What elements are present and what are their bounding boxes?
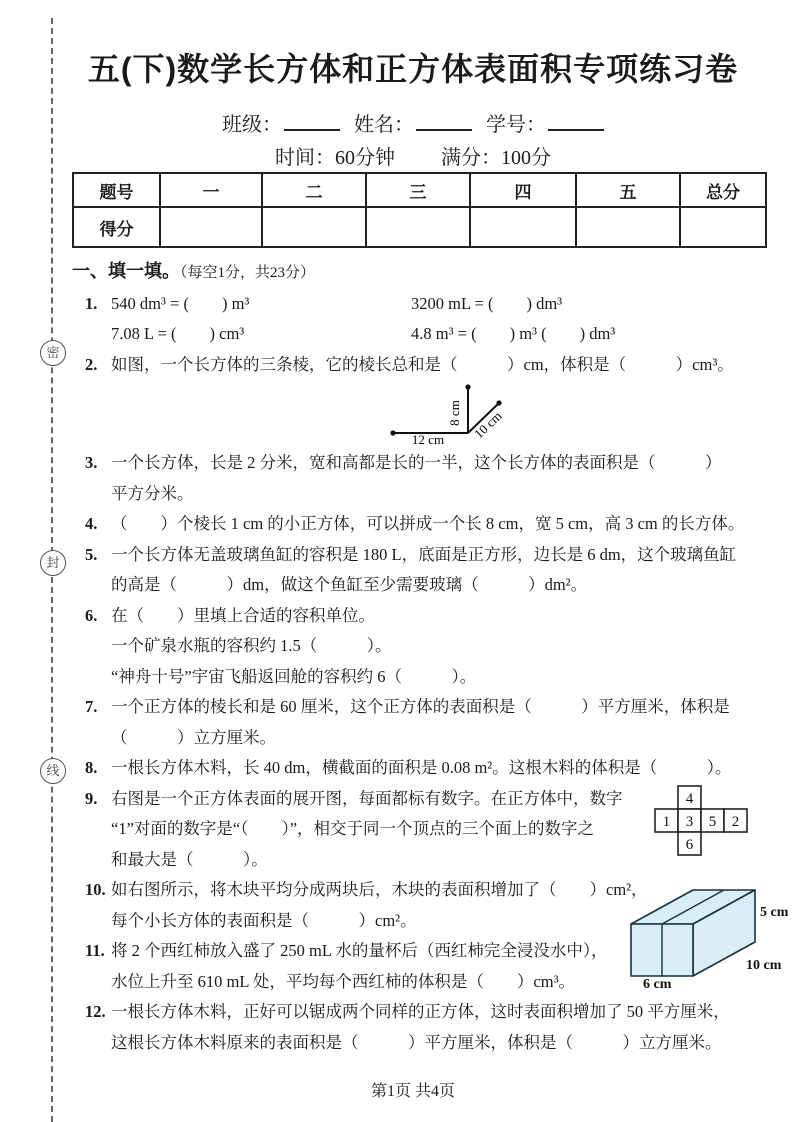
net-cell-2: 2 <box>731 813 740 830</box>
question-number: 3. <box>85 453 98 472</box>
time-label: 时间：60分钟 <box>275 147 395 169</box>
score-cell-empty <box>470 207 576 247</box>
question-8-line-1 <box>72 753 767 784</box>
question-3-line-1 <box>72 448 767 479</box>
question-6-line-1 <box>72 601 767 632</box>
three-edges-figure <box>358 383 518 445</box>
score-table-score-row <box>73 207 766 247</box>
q6-text: 在（ ）里填上合适的容积单位。 <box>111 605 375 625</box>
q9-text-cont: “1”对面的数字是“（ ）”，相交于同一个顶点的三个面上的数字之 <box>111 819 595 838</box>
score-table <box>72 172 767 248</box>
question-number: 2. <box>85 354 98 374</box>
question-6-line-3 <box>72 662 767 693</box>
question-12-line-2 <box>72 1028 767 1059</box>
class-blank <box>284 113 340 131</box>
score-header-cell: 总分 <box>680 173 766 207</box>
q8-text: 一根长方体木料，长 40 dm，横截面的面积是 0.08 m²。这根木料的体积是（ ）。 <box>111 758 732 777</box>
cuboid-height-label: 5 cm <box>760 905 789 920</box>
question-number: 1. <box>85 293 98 313</box>
q1-item-b: 3200 mL = ( ) dm³ <box>411 293 563 313</box>
seal-char-mi: 密 <box>40 340 66 366</box>
edge-height-label: 8 cm <box>447 400 462 426</box>
score-header-cell: 二 <box>262 173 366 207</box>
name-label: 姓名： <box>354 114 414 136</box>
question-7-line-1 <box>72 692 767 723</box>
q6-text-item1: 一个矿泉水瓶的容积约 1.5（ ）。 <box>111 636 392 655</box>
cuboid-depth-label: 10 cm <box>746 958 782 973</box>
q5-text: 一个长方体无盖玻璃鱼缸的容积是 180 L，底面是正方形，边长是 6 dm，这个玻璃鱼缸 <box>111 544 737 564</box>
q10-text: 如右图所示，将木块平均分成两块后，木块的表面积增加了（ ）cm²， <box>111 880 648 899</box>
question-6-line-2 <box>72 631 767 662</box>
question-number: 4. <box>85 514 98 533</box>
q1-item-d: 4.8 m³ = ( ) m³ ( ) dm³ <box>411 324 616 343</box>
q12-text-cont: 这根长方体木料原来的表面积是（ ）平方厘米，体积是（ ）立方厘米。 <box>111 1032 722 1052</box>
question-7-line-2 <box>72 723 767 754</box>
score-cell-empty <box>576 207 680 247</box>
full-score-label: 满分：100分 <box>441 147 551 169</box>
q11-text: 将 2 个西红柿放入盛了 250 mL 水的量杯后（西红柿完全浸没水中）， <box>111 941 608 960</box>
question-number: 8. <box>85 758 98 777</box>
score-cell-empty <box>680 207 766 247</box>
q5-text-cont: 的高是（ ）dm，做这个鱼缸至少需要玻璃（ ）dm²。 <box>111 575 588 594</box>
q10-text-cont: 每个小长方体的表面积是（ ）cm²。 <box>111 910 417 930</box>
class-label: 班级： <box>222 114 282 136</box>
score-header-cell: 一 <box>160 173 262 207</box>
student-id-blank <box>548 113 604 131</box>
question-5-line-2 <box>72 570 767 601</box>
seal-char-xian: 线 <box>40 758 66 784</box>
q7-text: 一个正方体的棱长和是 60 厘米，这个正方体的表面积是（ ）平方厘米，体积是 <box>111 697 730 716</box>
question-number: 10. <box>85 880 106 899</box>
cube-net-figure <box>653 781 749 865</box>
name-blank <box>416 113 472 131</box>
question-number: 5. <box>85 544 98 564</box>
question-number: 11. <box>85 941 105 960</box>
question-1-line-1 <box>72 289 767 320</box>
question-number: 9. <box>85 788 98 808</box>
section-one-heading <box>72 256 767 289</box>
question-number: 12. <box>85 1002 106 1021</box>
q6-text-item2: “神舟十号”宇宙飞船返回舱的容积约 6（ ）。 <box>111 666 477 686</box>
net-cell-4: 4 <box>685 790 694 807</box>
exam-meta-row <box>72 141 754 170</box>
q9-text-cont2: 和最大是（ ）。 <box>111 849 268 869</box>
score-row-label: 得分 <box>73 207 160 247</box>
score-header-cell: 题号 <box>73 173 160 207</box>
score-header-cell: 四 <box>470 173 576 207</box>
section-one-title: 一、填一填。 <box>72 261 180 281</box>
seal-char-feng: 封 <box>40 550 66 576</box>
score-header-cell: 五 <box>576 173 680 207</box>
q3-text: 一个长方体，长是 2 分米，宽和高都是长的一半，这个长方体的表面积是（ ） <box>111 453 722 472</box>
net-cell-1: 1 <box>662 813 671 830</box>
score-cell-empty <box>366 207 470 247</box>
split-cuboid-figure <box>623 876 793 990</box>
cuboid-width-label: 6 cm <box>643 977 672 990</box>
q1-item-a: 540 dm³ = ( ) m³ <box>111 293 250 313</box>
page-footer: 第1页 共4页 <box>370 1083 455 1100</box>
edge-length-label: 12 cm <box>411 432 445 445</box>
student-info-row <box>72 108 754 137</box>
q7-text-cont: （ ）立方厘米。 <box>111 727 276 747</box>
score-cell-empty <box>262 207 366 247</box>
net-cell-3: 3 <box>685 813 694 830</box>
q11-text-cont: 水位上升至 610 mL 处，平均每个西红柿的体积是（ ）cm³。 <box>111 971 576 991</box>
question-4-line-1 <box>72 509 767 540</box>
net-cell-6: 6 <box>685 836 694 853</box>
q2-text: 如图，一个长方体的三条棱，它的棱长总和是（ ）cm，体积是（ ）cm³。 <box>111 354 734 374</box>
score-table-header-row <box>73 173 766 207</box>
net-cell-5: 5 <box>708 813 717 830</box>
question-12-line-1 <box>72 997 767 1028</box>
question-9-block <box>72 784 767 876</box>
q9-text: 右图是一个正方体表面的展开图，每面都标有数字。在正方体中，数字 <box>111 788 623 808</box>
edge-width-label: 10 cm <box>471 408 505 442</box>
section-one-note: （每空1分，共23分） <box>180 265 316 281</box>
student-id-label: 学号： <box>486 114 546 136</box>
question-number-spacer <box>72 319 111 350</box>
q12-text: 一根长方体木料，正好可以锯成两个同样的正方体，这时表面积增加了 50 平方厘米， <box>111 1002 730 1021</box>
score-header-cell: 三 <box>366 173 470 207</box>
question-2-line-1 <box>72 350 767 381</box>
page-title: 五(下)数学长方体和正方体表面积专项练习卷 <box>87 51 739 87</box>
score-cell-empty <box>160 207 262 247</box>
question-1-line-2 <box>72 319 767 350</box>
q4-text: （ ）个棱长 1 cm 的小正方体，可以拼成一个长 8 cm，宽 5 cm，高 3 cm 的长方体。 <box>111 514 745 533</box>
q1-item-c: 7.08 L = ( ) cm³ <box>111 324 245 343</box>
q3-text-cont: 平方分米。 <box>111 483 194 503</box>
question-3-line-2 <box>72 479 767 510</box>
question-number: 7. <box>85 697 98 716</box>
question-5-line-1 <box>72 540 767 571</box>
question-number: 6. <box>85 605 98 625</box>
